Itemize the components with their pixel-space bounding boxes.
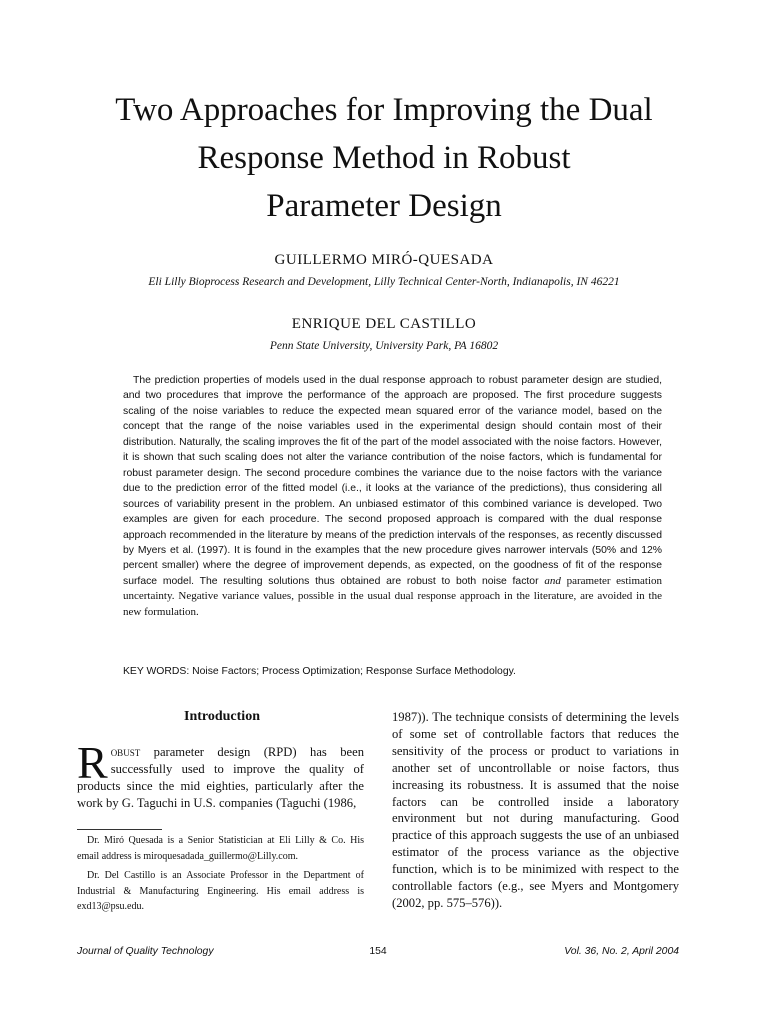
body-column-left xyxy=(77,737,364,812)
footnote-2: Dr. Del Castillo is an Associate Professor in the Department of Industrial & Manufacturing Engineering. His email address is exd13@psu.edu. xyxy=(77,870,364,912)
footnote-1: Dr. Miró Quesada is a Senior Statistician at Eli Lilly & Co. His email address is miroquesadada_guillermo@Lilly.com. xyxy=(77,835,364,862)
section-heading-introduction: Introduction xyxy=(184,709,260,724)
abstract-main: The prediction properties of models used in the dual response approach to robust parameter design are studied, and two procedures that improve the performance of the approach are proposed. The first procedure suggests scaling of the noise variables to reduce the expected mean squared error of the variance model, based on the concept that the range of the noise variables used in the experimental design should contain most of their distribution. Naturally, the scaling improves the fit of the part of the model associated with the noise factors. However, it is shown that such scaling does not alter the variance contribution of the noise factors, which is fundamental for robust parameter design. The second procedure combines the variance due to the noise factors with the variance due to the prediction error of the fitted model (i.e., it looks at the variance of the predictions), thus considering all sources of variability present in the problem. An unbiased estimator of this combined variance is developed. Two examples are given for each procedure. The second proposed approach is compared with the dual response approach recommended in the literature by means of the prediction intervals of the responses, as recently discussed by Myers et al. (1997). It is found in the examples that the new procedure gives narrower intervals (50% and 12% percent smaller) where the degree of improvement depends, as expected, on the goodness of fit of the response surface model. The resulting solutions thus obtained are robust to both noise factor xyxy=(123,375,662,587)
footnote-divider xyxy=(77,829,162,830)
title-line-1: Two Approaches for Improving the Dual xyxy=(115,92,653,128)
keywords-label: KEY WORDS: xyxy=(123,666,190,677)
keywords-text: Noise Factors; Process Optimization; Response Surface Methodology. xyxy=(192,666,516,677)
intro-left-text: parameter design (RPD) has been successfully used to improve the quality of products since the mid eighties, particularly after the work by G. Taguchi in U.S. companies (Taguchi (1986, xyxy=(77,745,364,810)
smallcaps-word: obust xyxy=(110,745,141,759)
title-line-2: Response Method in Robust xyxy=(197,140,571,176)
author-name-1: GUILLERMO MIRÓ-QUESADA xyxy=(274,252,494,268)
title-line-3: Parameter Design xyxy=(266,188,502,224)
keywords xyxy=(123,666,683,677)
abstract-ending: parameter estimation uncertainty. Negative variance values, possible in the usual dual response approach in the literature, are avoided in the new formulation. xyxy=(123,574,662,618)
abstract-italic-word: and xyxy=(544,574,561,587)
body-column-right xyxy=(392,709,679,912)
intro-right-text: 1987)). The technique consists of determining the levels of some set of controllable factors that reduces the sensitivity of the process or product to variations in another set of uncontrollable or noise factors, thus increasing its robustness. It is assumed that the noise factors can be controlled inside a laboratory environment but not during manufacturing. Good practice of this approach suggests the use of an unbiased estimator of the process variance as the objective function, which is to be minimized with respect to the controllable factors (e.g., see Myers and Montgomery (2002, pp. 575–576)). xyxy=(392,710,679,910)
paper-title xyxy=(40,86,728,230)
author-affiliation-1: Eli Lilly Bioprocess Research and Development, Lilly Technical Center-North, Indianapolis, IN 46221 xyxy=(148,276,620,288)
footer-page-number: 154 xyxy=(369,946,387,957)
footer-journal: Journal of Quality Technology xyxy=(77,946,214,957)
abstract xyxy=(123,373,662,620)
drop-cap: R xyxy=(77,737,108,788)
footer-volume: Vol. 36, No. 2, April 2004 xyxy=(564,946,679,957)
author-name-2: ENRIQUE DEL CASTILLO xyxy=(291,316,477,332)
author-affiliation-2: Penn State University, University Park, PA 16802 xyxy=(269,340,499,352)
